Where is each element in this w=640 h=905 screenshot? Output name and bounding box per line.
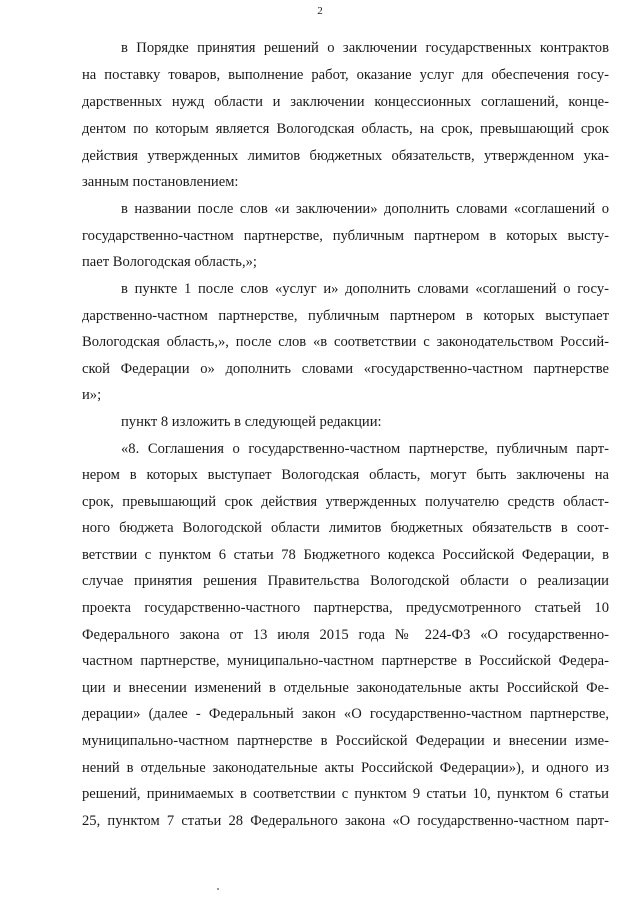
text-line: Вологодская область,», после слов «в соответствии с законодательством Россий- xyxy=(82,334,609,350)
scan-speck xyxy=(217,888,219,890)
text-line: и»; xyxy=(82,387,102,403)
text-line: решений, принимаемых в соответствии с пунктом 9 статьи 10, пунктом 6 статьи xyxy=(82,786,609,802)
text-line: государственно-частном партнерстве, публичным партнером в которых высту- xyxy=(82,228,609,244)
text-line: в пункте 1 после слов «услуг и» дополнить словами «соглашений о госу- xyxy=(121,281,609,297)
text-line: дентом по которым является Вологодская область, на срок, превышающий срок xyxy=(82,121,609,137)
text-line: дарственно-частном партнерстве, публичным партнером в которых выступает xyxy=(82,308,609,324)
text-line: на поставку товаров, выполнение работ, оказание услуг для обеспечения госу- xyxy=(82,67,609,83)
text-line: ветствии с пунктом 6 статьи 78 Бюджетного кодекса Российской Федерации, в xyxy=(82,547,609,563)
text-line: занным постановлением: xyxy=(82,174,239,190)
text-line: пает Вологодская область,»; xyxy=(82,254,257,270)
text-line: действия утвержденных лимитов бюджетных обязательств, утвержденном ука- xyxy=(82,148,609,164)
text-line: пункт 8 изложить в следующей редакции: xyxy=(121,414,382,430)
text-line: проекта государственно-частного партнерства, предусмотренного статьей 10 xyxy=(82,600,609,616)
text-line: частном партнерстве, муниципально-частном партнерстве в Российской Федера- xyxy=(82,653,609,669)
text-line: в названии после слов «и заключении» дополнить словами «соглашений о xyxy=(121,201,609,217)
text-line: Федерального закона от 13 июля 2015 года № 224-ФЗ «О государственно- xyxy=(82,627,609,643)
text-line: срок, превышающий срок действия утвержденных получателю средств област- xyxy=(82,494,609,510)
text-line: «8. Соглашения о государственно-частном партнерстве, публичным парт- xyxy=(121,441,609,457)
text-line: муниципально-частном партнерстве в Российской Федерации и внесении изме- xyxy=(82,733,609,749)
page-number: 2 xyxy=(317,5,323,17)
text-line: дарственных нужд области и заключении концессионных соглашений, конце- xyxy=(82,94,609,110)
text-line: 25, пунктом 7 статьи 28 Федерального закона «О государственно-частном парт- xyxy=(82,813,609,829)
text-line: дерации» (далее - Федеральный закон «О государственно-частном партнерстве, xyxy=(82,706,609,722)
text-line: ции и внесении изменений в отдельные законодательные акты Российской Фе- xyxy=(82,680,609,696)
text-line: в Порядке принятия решений о заключении государственных контрактов xyxy=(121,40,609,56)
text-line: ного бюджета Вологодской области лимитов бюджетных обязательств в соот- xyxy=(82,520,609,536)
text-line: нений в отдельные законодательные акты Российской Федерации»), и одного из xyxy=(82,760,609,776)
text-line: случае принятия решения Правительства Вологодской области о реализации xyxy=(82,573,609,589)
text-line: ской Федерации о» дополнить словами «государственно-частном партнерстве xyxy=(82,361,609,377)
text-line: нером в которых выступает Вологодская область, могут быть заключены на xyxy=(82,467,609,483)
